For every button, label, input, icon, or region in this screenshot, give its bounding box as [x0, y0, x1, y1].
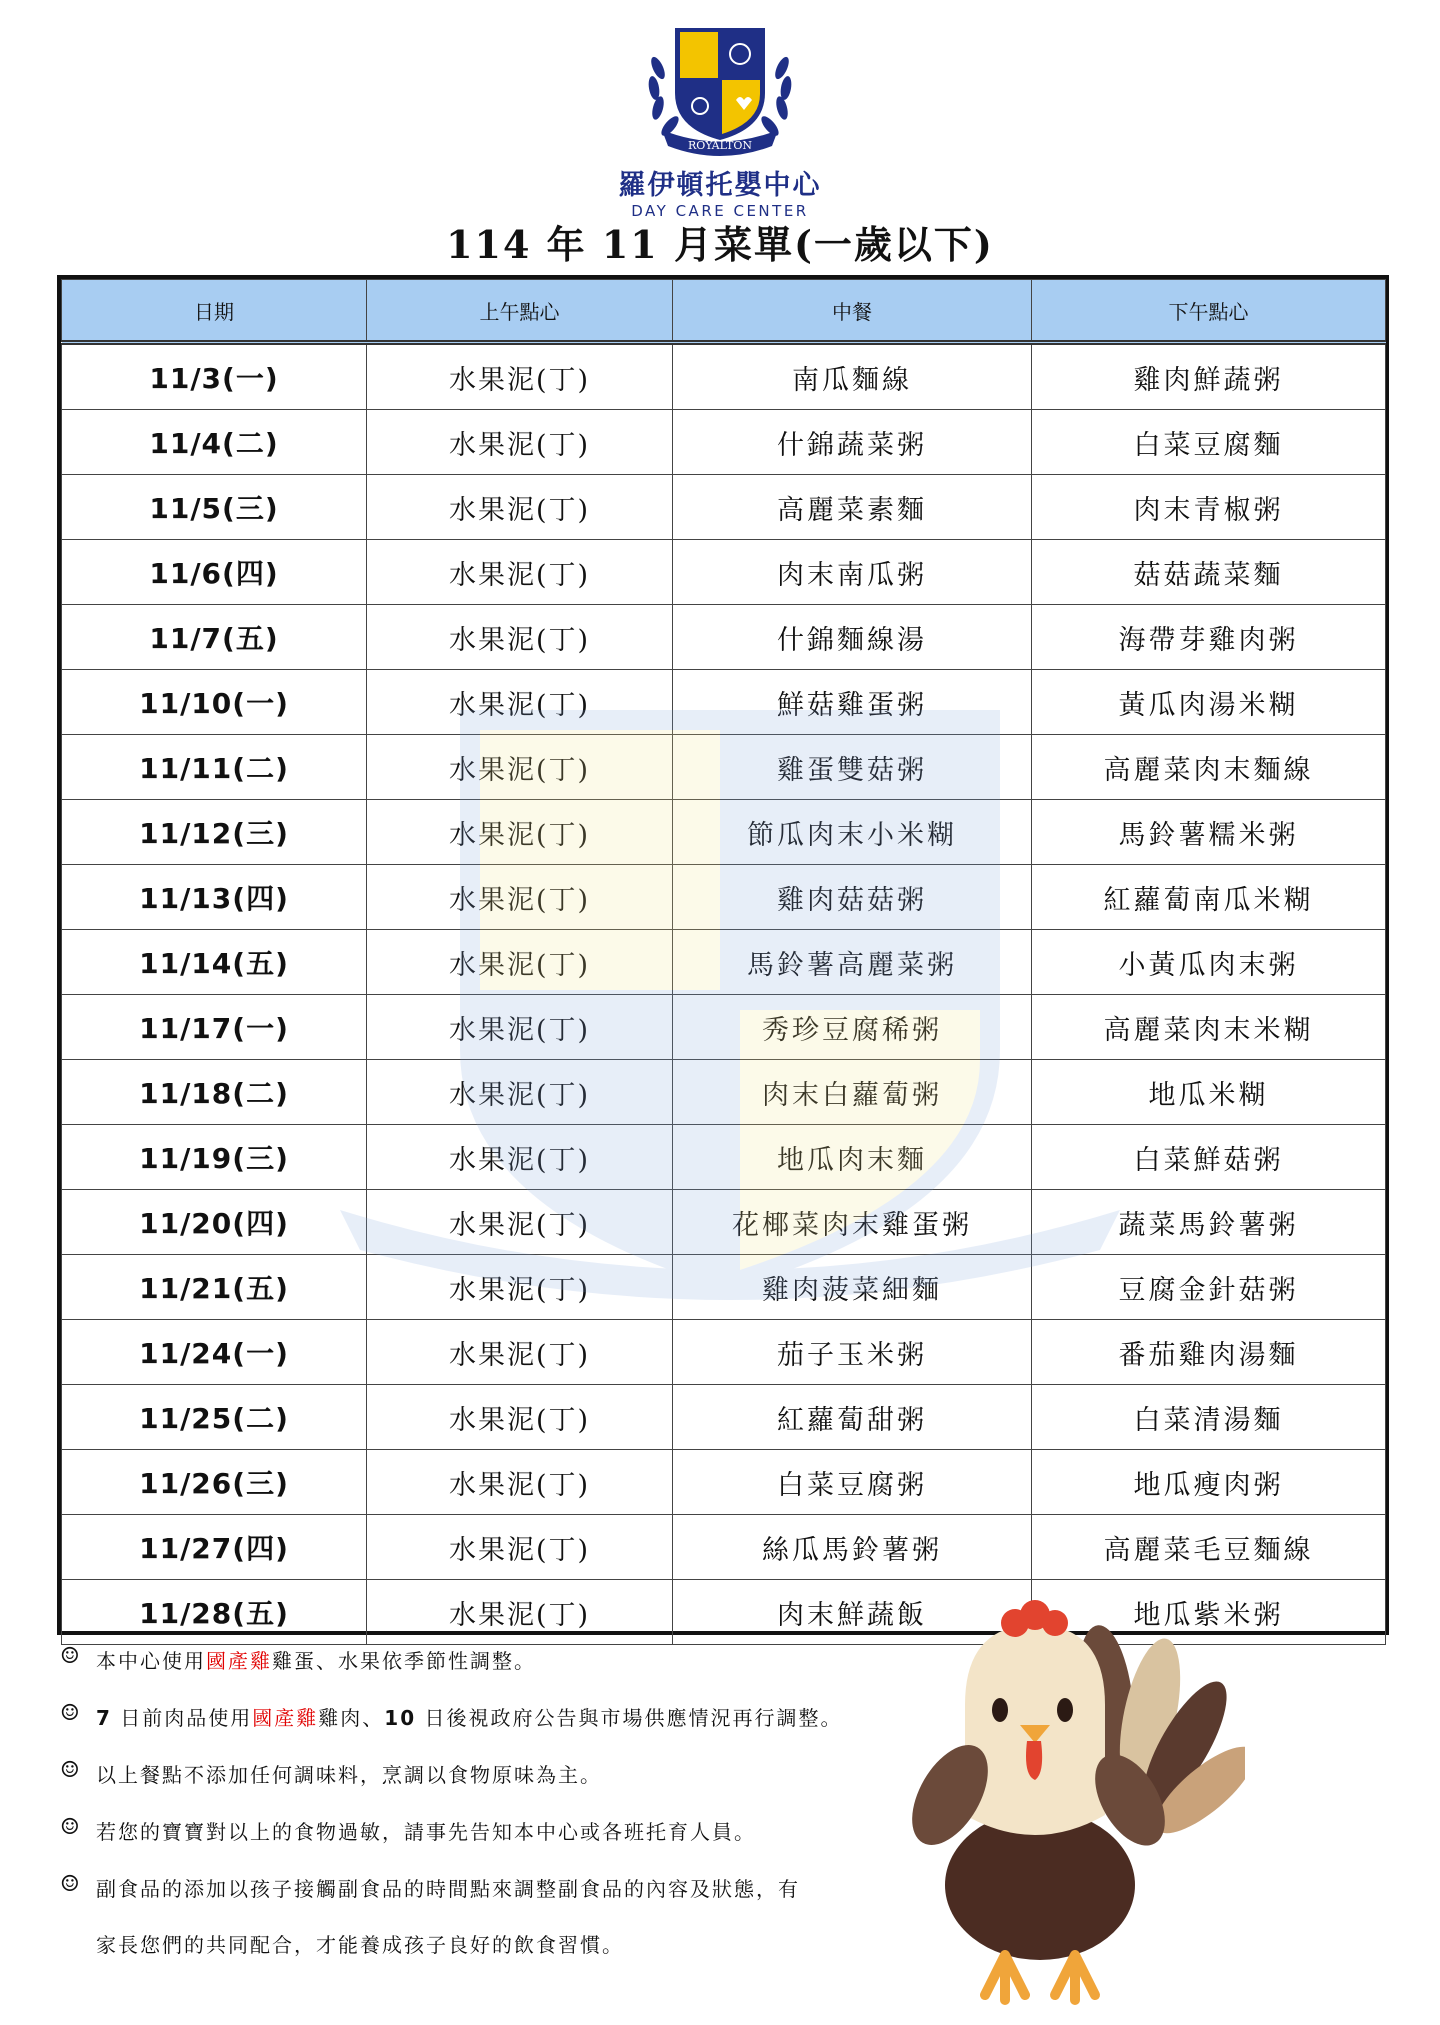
afternoon-snack-cell: 紅蘿蔔南瓜米糊: [1032, 865, 1386, 930]
table-row: [62, 865, 1386, 930]
menu-table-body: [62, 343, 1386, 1645]
table-row: [62, 540, 1386, 605]
morning-snack-cell: 水果泥(丁): [367, 605, 673, 670]
lunch-cell: 南瓜麵線: [673, 343, 1032, 410]
lunch-cell: 紅蘿蔔甜粥: [673, 1385, 1032, 1450]
afternoon-snack-cell: 菇菇蔬菜麵: [1032, 540, 1386, 605]
smiley-icon: ☺: [60, 1644, 82, 1669]
note-text: 家長您們的共同配合，才能養成孩子良好的飲食習慣。: [96, 1933, 624, 1957]
afternoon-snack-cell: 馬鈴薯糯米粥: [1032, 800, 1386, 865]
lunch-cell: 秀珍豆腐稀粥: [673, 995, 1032, 1060]
morning-snack-cell: 水果泥(丁): [367, 1385, 673, 1450]
table-row: [62, 930, 1386, 995]
afternoon-snack-cell: 黃瓜肉湯米糊: [1032, 670, 1386, 735]
note-number: 10: [384, 1706, 417, 1730]
morning-snack-cell: 水果泥(丁): [367, 800, 673, 865]
lunch-cell: 花椰菜肉末雞蛋粥: [673, 1190, 1032, 1255]
smiley-icon: ☺: [60, 1758, 82, 1783]
date-cell: 11/25(二): [62, 1385, 367, 1450]
date-cell: 11/11(二): [62, 735, 367, 800]
date-cell: 11/27(四): [62, 1515, 367, 1580]
afternoon-snack-cell: 海帶芽雞肉粥: [1032, 605, 1386, 670]
table-row: [62, 1125, 1386, 1190]
morning-snack-cell: 水果泥(丁): [367, 735, 673, 800]
morning-snack-cell: 水果泥(丁): [367, 1060, 673, 1125]
smiley-icon: ☺: [60, 1815, 82, 1840]
lunch-cell: 雞肉菠菜細麵: [673, 1255, 1032, 1320]
lunch-cell: 茄子玉米粥: [673, 1320, 1032, 1385]
afternoon-snack-cell: 白菜清湯麵: [1032, 1385, 1386, 1450]
note-highlight: 國產雞: [206, 1649, 272, 1673]
date-cell: 11/10(一): [62, 670, 367, 735]
lunch-cell: 馬鈴薯高麗菜粥: [673, 930, 1032, 995]
date-cell: 11/4(二): [62, 410, 367, 475]
lunch-cell: 鮮菇雞蛋粥: [673, 670, 1032, 735]
smiley-icon: ☺: [60, 1701, 82, 1726]
lunch-cell: 節瓜肉末小米糊: [673, 800, 1032, 865]
date-cell: 11/20(四): [62, 1190, 367, 1255]
date-cell: 11/12(三): [62, 800, 367, 865]
lunch-cell: 雞肉菇菇粥: [673, 865, 1032, 930]
crest-icon: [640, 18, 800, 168]
afternoon-snack-cell: 高麗菜肉末麵線: [1032, 735, 1386, 800]
table-row: [62, 343, 1386, 410]
morning-snack-cell: 水果泥(丁): [367, 865, 673, 930]
date-cell: 11/19(三): [62, 1125, 367, 1190]
afternoon-snack-cell: 豆腐金針菇粥: [1032, 1255, 1386, 1320]
column-header-morning-snack: 上午點心: [367, 280, 673, 343]
date-cell: 11/18(二): [62, 1060, 367, 1125]
table-row: [62, 1450, 1386, 1515]
column-header-date: 日期: [62, 280, 367, 343]
morning-snack-cell: 水果泥(丁): [367, 343, 673, 410]
morning-snack-cell: 水果泥(丁): [367, 1450, 673, 1515]
lunch-cell: 什錦蔬菜粥: [673, 410, 1032, 475]
table-row: [62, 1190, 1386, 1255]
lunch-cell: 肉末南瓜粥: [673, 540, 1032, 605]
menu-table: [61, 279, 1386, 1645]
table-row: [62, 800, 1386, 865]
date-cell: 11/5(三): [62, 475, 367, 540]
morning-snack-cell: 水果泥(丁): [367, 540, 673, 605]
page-title: 114 年 11 月菜單(一歲以下): [446, 222, 994, 267]
date-cell: 11/17(一): [62, 995, 367, 1060]
lunch-cell: 肉末鮮蔬飯: [673, 1580, 1032, 1645]
date-cell: 11/28(五): [62, 1580, 367, 1645]
morning-snack-cell: 水果泥(丁): [367, 1320, 673, 1385]
morning-snack-cell: 水果泥(丁): [367, 410, 673, 475]
note-text: 日前肉品使用: [111, 1706, 253, 1730]
note-item: [60, 1760, 960, 1817]
date-cell: 11/26(三): [62, 1450, 367, 1515]
lunch-cell: 絲瓜馬鈴薯粥: [673, 1515, 1032, 1580]
table-row: [62, 670, 1386, 735]
table-row: [62, 1515, 1386, 1580]
crest-banner-text: ROYALTON: [687, 139, 753, 152]
date-cell: 11/6(四): [62, 540, 367, 605]
chicken-illustration-icon: [905, 1585, 1245, 2015]
logo: [606, 18, 834, 220]
morning-snack-cell: 水果泥(丁): [367, 1515, 673, 1580]
lunch-cell: 地瓜肉末麵: [673, 1125, 1032, 1190]
afternoon-snack-cell: 番茄雞肉湯麵: [1032, 1320, 1386, 1385]
morning-snack-cell: 水果泥(丁): [367, 995, 673, 1060]
afternoon-snack-cell: 地瓜米糊: [1032, 1060, 1386, 1125]
morning-snack-cell: 水果泥(丁): [367, 1255, 673, 1320]
note-text: 副食品的添加以孩子接觸副食品的時間點來調整副食品的內容及狀態，有: [96, 1877, 800, 1901]
note-item: [60, 1646, 960, 1703]
afternoon-snack-cell: 高麗菜肉末米糊: [1032, 995, 1386, 1060]
notes-list: [60, 1646, 960, 1988]
afternoon-snack-cell: 小黃瓜肉末粥: [1032, 930, 1386, 995]
afternoon-snack-cell: 地瓜瘦肉粥: [1032, 1450, 1386, 1515]
morning-snack-cell: 水果泥(丁): [367, 1580, 673, 1645]
afternoon-snack-cell: 白菜豆腐麵: [1032, 410, 1386, 475]
note-text: 雞肉、: [318, 1706, 385, 1730]
note-text: 以上餐點不添加任何調味料，烹調以食物原味為主。: [96, 1763, 602, 1787]
table-row: [62, 605, 1386, 670]
morning-snack-cell: 水果泥(丁): [367, 670, 673, 735]
table-row: [62, 1320, 1386, 1385]
note-item: [60, 1874, 960, 1988]
afternoon-snack-cell: 蔬菜馬鈴薯粥: [1032, 1190, 1386, 1255]
table-row: [62, 995, 1386, 1060]
note-text: 雞蛋、水果依季節性調整。: [272, 1649, 536, 1673]
afternoon-snack-cell: 雞肉鮮蔬粥: [1032, 343, 1386, 410]
brand-name-cn: 羅伊頓托嬰中心: [618, 170, 822, 201]
lunch-cell: 什錦麵線湯: [673, 605, 1032, 670]
afternoon-snack-cell: 白菜鮮菇粥: [1032, 1125, 1386, 1190]
date-cell: 11/3(一): [62, 343, 367, 410]
morning-snack-cell: 水果泥(丁): [367, 475, 673, 540]
date-cell: 11/7(五): [62, 605, 367, 670]
note-text: 本中心使用: [96, 1649, 206, 1673]
table-row: [62, 410, 1386, 475]
morning-snack-cell: 水果泥(丁): [367, 930, 673, 995]
note-text: 若您的寶寶對以上的食物過敏，請事先告知本中心或各班托育人員。: [96, 1820, 756, 1844]
table-row: [62, 1385, 1386, 1450]
date-cell: 11/14(五): [62, 930, 367, 995]
lunch-cell: 高麗菜素麵: [673, 475, 1032, 540]
note-text: 日後視政府公告與市場供應情況再行調整。: [416, 1706, 843, 1730]
date-cell: 11/21(五): [62, 1255, 367, 1320]
afternoon-snack-cell: 地瓜紫米粥: [1032, 1580, 1386, 1645]
column-header-lunch: 中餐: [673, 280, 1032, 343]
lunch-cell: 肉末白蘿蔔粥: [673, 1060, 1032, 1125]
lunch-cell: 雞蛋雙菇粥: [673, 735, 1032, 800]
note-highlight: 國產雞: [252, 1706, 319, 1730]
table-row: [62, 1255, 1386, 1320]
table-header-row: [62, 280, 1386, 343]
table-row: [62, 475, 1386, 540]
afternoon-snack-cell: 高麗菜毛豆麵線: [1032, 1515, 1386, 1580]
afternoon-snack-cell: 肉末青椒粥: [1032, 475, 1386, 540]
table-row: [62, 735, 1386, 800]
note-item: [60, 1703, 960, 1760]
table-row: [62, 1060, 1386, 1125]
note-item: [60, 1817, 960, 1874]
morning-snack-cell: 水果泥(丁): [367, 1190, 673, 1255]
column-header-afternoon-snack: 下午點心: [1032, 280, 1386, 343]
lunch-cell: 白菜豆腐粥: [673, 1450, 1032, 1515]
date-cell: 11/13(四): [62, 865, 367, 930]
menu-table-container: [57, 275, 1389, 1635]
brand-name-en: DAY CARE CENTER: [631, 202, 809, 220]
morning-snack-cell: 水果泥(丁): [367, 1125, 673, 1190]
smiley-icon: ☺: [60, 1872, 82, 1897]
date-cell: 11/24(一): [62, 1320, 367, 1385]
note-number: 7: [96, 1706, 112, 1730]
